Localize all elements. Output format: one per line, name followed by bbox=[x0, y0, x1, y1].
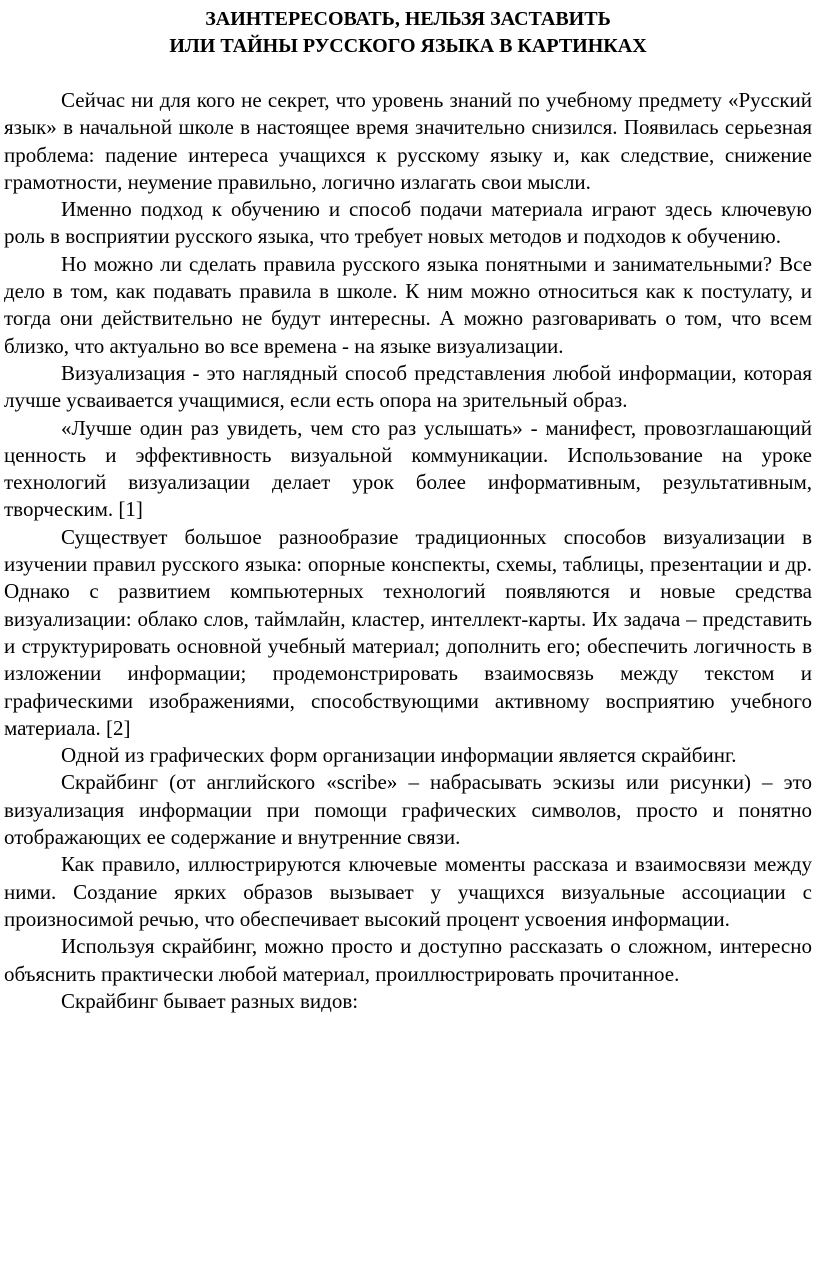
paragraph-2: Именно подход к обучению и способ подачи материала играют здесь ключевую роль в восприятии русского языка, что требует новых методов и подходов к обучению. bbox=[4, 197, 812, 249]
paragraph-3: Но можно ли сделать правила русского языка понятными и занимательными? Все дело в том, как подавать правила в школе. К ним можно относиться как к постулату, и тогда они действительно не будут интересны. А можно разговаривать о том, что всем близко, что актуально во все времена - на языке визуализации. bbox=[4, 251, 812, 358]
document-title bbox=[4, 6, 812, 60]
paragraph-11: Скрайбинг бывает разных видов: bbox=[61, 988, 359, 1013]
title-line-2: ИЛИ ТАЙНЫ РУССКОГО ЯЗЫКА В КАРТИНКАХ bbox=[169, 35, 647, 57]
paragraph-8: Скрайбинг (от английского «scribe» – набрасывать эскизы или рисунки) – это визуализация информации при помощи графических символов, просто и понятно отображающих ее содержание и внутренние связи. bbox=[4, 770, 812, 850]
paragraph-9: Как правило, иллюстрируются ключевые моменты рассказа и взаимосвязи между ними. Создание ярких образов вызывает у учащихся визуальные ассоциации с произносимой речью, что обеспечивает высокий процент усвоения информации. bbox=[4, 852, 812, 931]
paragraph-5: «Лучше один раз увидеть, чем сто раз услышать» - манифест, провозглашающий ценность и эффективность визуальной коммуникации. Использование на уроке технологий визуализации делает урок более информативным, результативным, творческим. [1] bbox=[4, 415, 812, 522]
paragraph-4: Визуализация - это наглядный способ представления любой информации, которая лучше усваивается учащимися, если есть опора на зрительный образ. bbox=[4, 360, 812, 413]
paragraph-10: Используя скрайбинг, можно просто и доступно рассказать о сложном, интересно объяснить практически любой материал, проиллюстрировать прочитанное. bbox=[4, 934, 812, 986]
paragraph-7: Одной из графических форм организации информации является скрайбинг. bbox=[61, 743, 737, 768]
paragraph-6: Существует большое разнообразие традиционных способов визуализации в изучении правил русского языка: опорные конспекты, схемы, таблицы, презентации и др. Однако с развитием компьютерных технологий появляются и новые средства визуализации: облако слов, таймлайн, кластер, интеллект-карты. Их задача – представить и структурировать основной учебный материал; дополнить его; обеспечить логичность в изложении информации; продемонстрировать взаимосвязь между текстом и графическими изображениями, способствующими активному восприятию учебного материала. [2] bbox=[4, 524, 812, 740]
title-line-1: ЗАИНТЕРЕСОВАТЬ, НЕЛЬЗЯ ЗАСТАВИТЬ bbox=[205, 8, 611, 30]
paragraph-1: Сейчас ни для кого не секрет, что уровень знаний по учебному предмету «Русский язык» в начальной школе в настоящее время значительно снизился. Появилась серьезная проблема: падение интереса учащихся к русскому языку и, как следствие, снижение грамотности, неумение правильно, логично излагать свои мысли. bbox=[4, 88, 812, 194]
